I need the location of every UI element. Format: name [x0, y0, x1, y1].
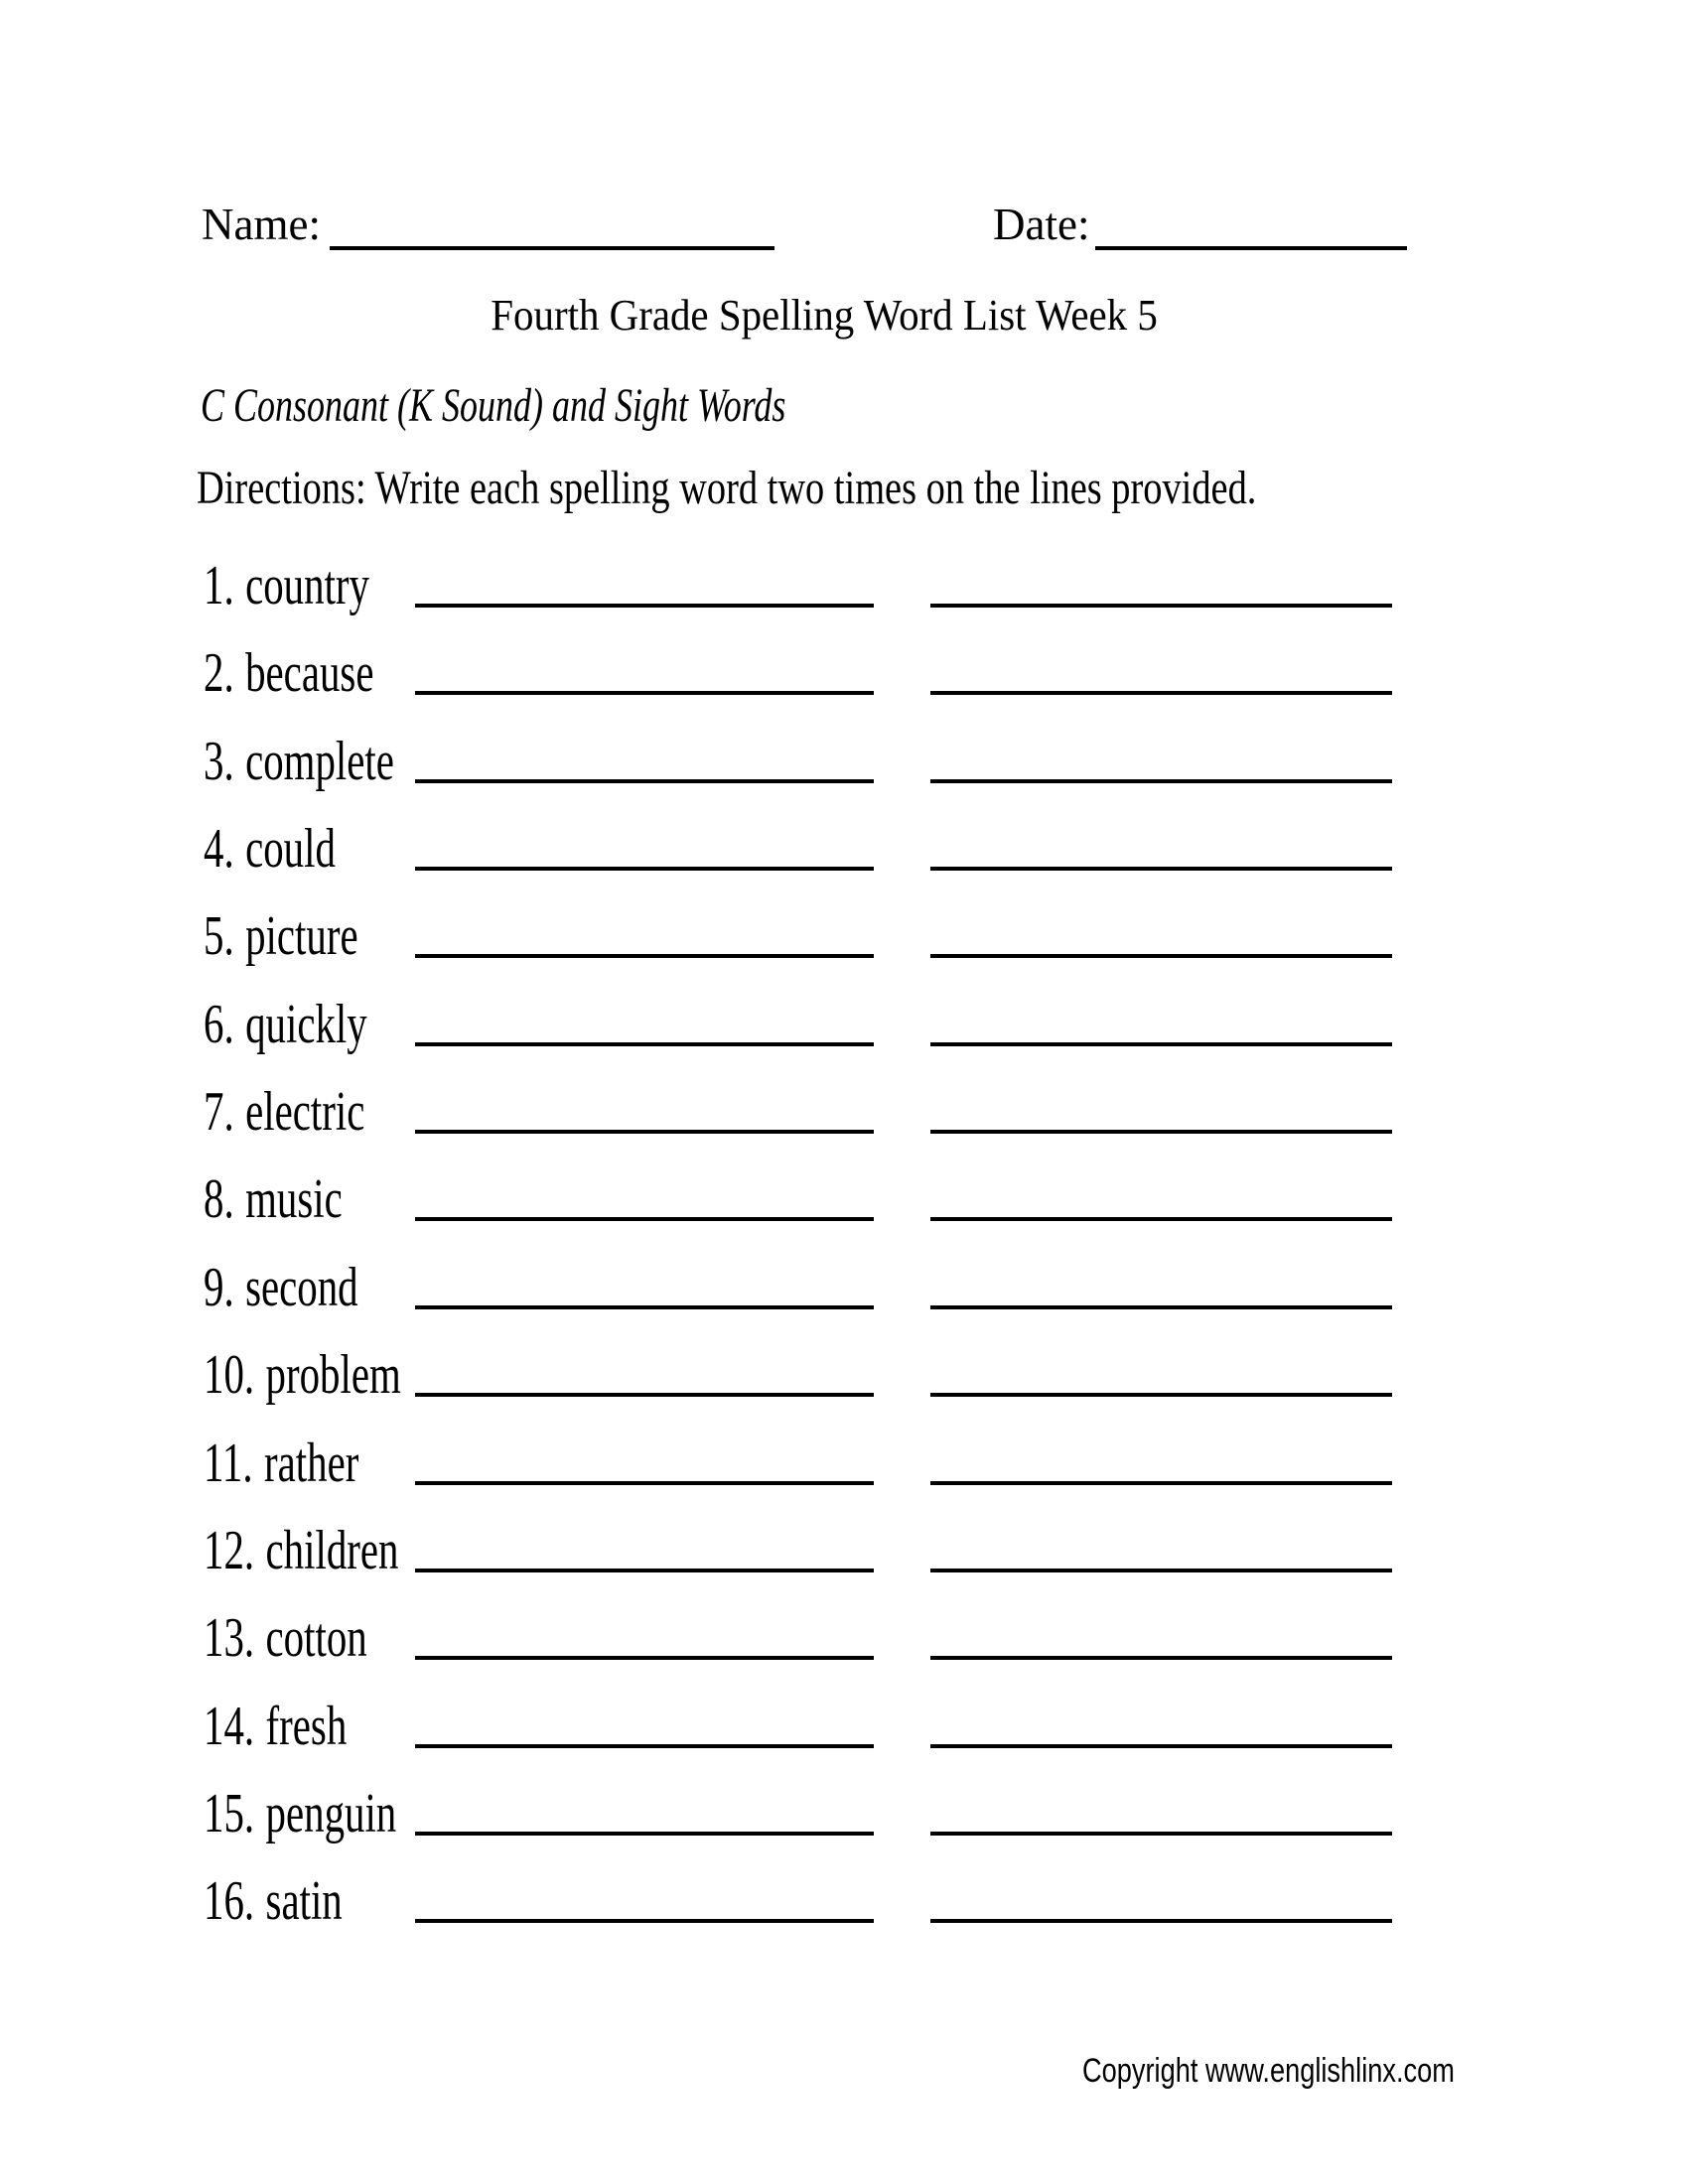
word-label — [204, 1606, 428, 1670]
word-text: electric — [245, 1081, 365, 1144]
word-label — [204, 1432, 416, 1495]
blank-line-2 — [930, 1393, 1392, 1397]
blank-line-1 — [415, 867, 874, 871]
blank-line-2 — [930, 1656, 1392, 1660]
blank-line-2 — [930, 691, 1392, 695]
word-text: quickly — [245, 993, 367, 1055]
blank-line-2 — [930, 1305, 1392, 1309]
word-label — [204, 1167, 393, 1231]
blank-line-1 — [415, 1481, 874, 1485]
word-number: 2. — [204, 642, 234, 705]
blank-line-1 — [415, 1305, 874, 1309]
word-row — [0, 730, 1688, 817]
word-text: rather — [264, 1432, 359, 1494]
word-label — [204, 1256, 415, 1319]
word-label — [204, 817, 384, 881]
word-row — [0, 1167, 1688, 1255]
blank-line-2 — [930, 1744, 1392, 1748]
word-row — [0, 1695, 1688, 1782]
copyright-text: Copyright www.englishlinx.com — [1082, 2052, 1455, 2090]
word-label — [204, 1869, 393, 1933]
blank-line-2 — [930, 604, 1392, 608]
blank-line-2 — [930, 867, 1392, 871]
word-label — [204, 730, 465, 793]
word-row — [0, 817, 1688, 904]
word-label — [204, 904, 415, 968]
word-number: 12. — [204, 1519, 255, 1581]
blank-line-1 — [415, 1042, 874, 1046]
word-row — [0, 1343, 1688, 1431]
word-number: 11. — [204, 1432, 253, 1494]
word-row — [0, 1606, 1688, 1694]
blank-line-2 — [930, 779, 1392, 783]
blank-line-1 — [415, 1832, 874, 1836]
blank-line-1 — [415, 1130, 874, 1134]
blank-line-2 — [930, 1569, 1392, 1572]
word-row — [0, 641, 1688, 729]
blank-line-2 — [930, 1042, 1392, 1046]
word-text: penguin — [265, 1782, 397, 1844]
word-label — [204, 993, 428, 1056]
blank-line-1 — [415, 779, 874, 783]
word-label — [204, 1782, 468, 1845]
word-row — [0, 554, 1688, 641]
copyright-wrap — [1082, 2054, 1548, 2088]
word-number: 13. — [204, 1607, 255, 1670]
page-title: Fourth Grade Spelling Word List Week 5 — [491, 291, 1158, 340]
word-number: 16. — [204, 1870, 255, 1933]
blank-line-1 — [415, 691, 874, 695]
word-row — [0, 1782, 1688, 1869]
word-text: could — [245, 818, 336, 881]
word-text: fresh — [265, 1695, 348, 1757]
word-number: 15. — [204, 1782, 255, 1844]
lesson-subtitle: C Consonant (K Sound) and Sight Words — [201, 379, 786, 432]
word-row — [0, 1256, 1688, 1343]
blank-line-1 — [415, 1919, 874, 1923]
word-text: picture — [245, 905, 358, 968]
word-number: 6. — [204, 993, 234, 1055]
blank-line-2 — [930, 1832, 1392, 1836]
word-text: country — [245, 555, 369, 616]
word-row — [0, 1519, 1688, 1606]
directions-text: Directions: Write each spelling word two times on the lines provided. — [197, 462, 1257, 514]
word-text: satin — [265, 1870, 343, 1933]
word-number: 1. — [204, 555, 234, 616]
blank-line-2 — [930, 1919, 1392, 1923]
word-text: because — [245, 642, 374, 705]
blank-line-2 — [930, 954, 1392, 958]
word-label — [204, 1695, 400, 1758]
word-label — [204, 1519, 471, 1582]
blank-line-2 — [930, 1130, 1392, 1134]
word-number: 5. — [204, 905, 234, 968]
word-text: second — [245, 1256, 358, 1318]
blank-line-1 — [415, 1569, 874, 1572]
word-text: children — [265, 1519, 399, 1581]
word-row — [0, 904, 1688, 992]
word-label — [204, 1343, 474, 1407]
word-number: 7. — [204, 1081, 234, 1144]
word-number: 8. — [204, 1168, 234, 1231]
blank-line-2 — [930, 1481, 1392, 1485]
blank-line-1 — [415, 954, 874, 958]
blank-line-1 — [415, 1656, 874, 1660]
word-number: 14. — [204, 1695, 255, 1757]
date-label: Date: — [993, 200, 1090, 249]
blank-line-1 — [415, 1393, 874, 1397]
word-label — [204, 641, 437, 705]
word-number: 10. — [204, 1344, 255, 1407]
word-row — [0, 1080, 1688, 1167]
word-row — [0, 1869, 1688, 1957]
word-text: cotton — [265, 1607, 367, 1670]
word-text: complete — [245, 730, 394, 792]
word-text: music — [245, 1168, 343, 1231]
word-row — [0, 993, 1688, 1080]
blank-line-1 — [415, 604, 874, 608]
word-text: problem — [265, 1344, 401, 1407]
word-number: 9. — [204, 1256, 234, 1318]
blank-line-2 — [930, 1217, 1392, 1221]
word-label — [204, 554, 431, 617]
name-label: Name: — [202, 200, 321, 249]
blank-line-1 — [415, 1744, 874, 1748]
word-number: 3. — [204, 730, 234, 792]
blank-line-1 — [415, 1217, 874, 1221]
word-row — [0, 1432, 1688, 1519]
word-label — [204, 1080, 424, 1144]
word-number: 4. — [204, 818, 234, 881]
